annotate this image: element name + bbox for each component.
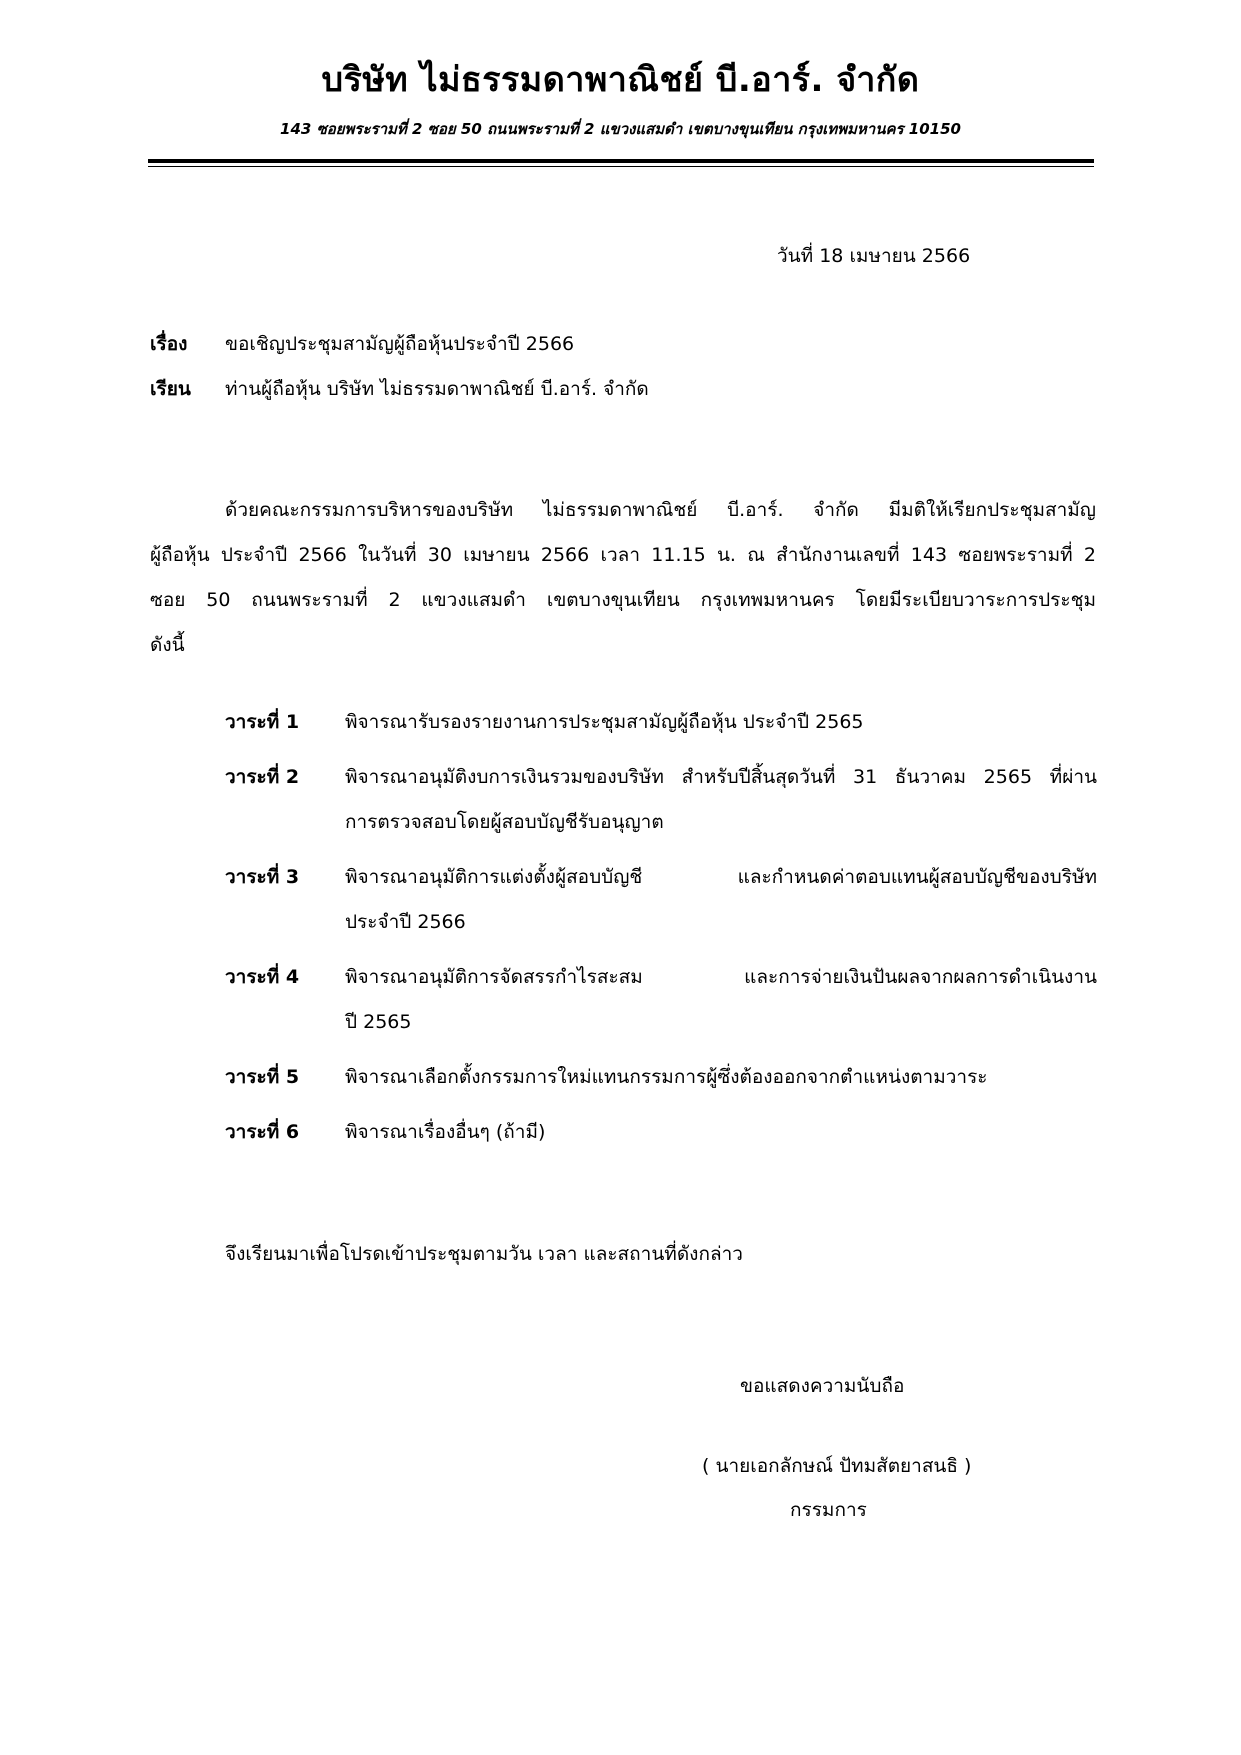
company-name: บริษัท ไม่ธรรมดาพาณิชย์ บี.อาร์. จำกัด xyxy=(321,60,920,100)
recipient-value: ท่านผู้ถือหุ้น บริษัท ไม่ธรรมดาพาณิชย์ บี.อาร์. จำกัด xyxy=(225,378,649,400)
subject-label: เรื่อง xyxy=(150,333,188,355)
agenda-label: วาระที่ 6 xyxy=(225,1121,300,1143)
complimentary-close: ขอแสดงความนับถือ xyxy=(740,1375,905,1397)
agenda-text: พิจารณาอนุมัติการแต่งตั้งผู้สอบบัญชี และกำหนดค่าตอบแทนผู้สอบบัญชีของบริษัท xyxy=(345,866,1097,888)
body-paragraph-line: ดังนี้ xyxy=(150,634,185,656)
agenda-text: พิจารณาอนุมัติงบการเงินรวมของบริษัท สำหรับปีสิ้นสุดวันที่ 31 ธันวาคม 2565 ที่ผ่าน xyxy=(345,766,1097,788)
agenda-text: ปี 2565 xyxy=(345,1011,412,1033)
agenda-text: การตรวจสอบโดยผู้สอบบัญชีรับอนุญาต xyxy=(345,811,664,833)
signer-title: กรรมการ xyxy=(790,1499,867,1521)
body-paragraph-line: ด้วยคณะกรรมการบริหารของบริษัท ไม่ธรรมดาพาณิชย์ บี.อาร์. จำกัด มีมติให้เรียกประชุมสามัญ xyxy=(225,499,1096,521)
letterhead-divider-thin xyxy=(148,166,1094,167)
agenda-label: วาระที่ 2 xyxy=(225,766,300,788)
agenda-text: พิจารณาเลือกตั้งกรรมการใหม่แทนกรรมการผู้ซึ่งต้องออกจากตำแหน่งตามวาระ xyxy=(345,1066,988,1088)
subject-value: ขอเชิญประชุมสามัญผู้ถือหุ้นประจำปี 2566 xyxy=(225,333,575,355)
body-paragraph xyxy=(150,488,1096,668)
agenda-text: พิจารณารับรองรายงานการประชุมสามัญผู้ถือหุ้น ประจำปี 2565 xyxy=(345,711,864,733)
company-address: 143 ซอยพระรามที่ 2 ซอย 50 ถนนพระรามที่ 2 แขวงแสมดำ เขตบางขุนเทียน กรุงเทพมหานคร 10150 xyxy=(280,120,961,138)
agenda-label: วาระที่ 3 xyxy=(225,866,300,888)
letter-date: วันที่ 18 เมษายน 2566 xyxy=(777,245,971,267)
closing-sentence: จึงเรียนมาเพื่อโปรดเข้าประชุมตามวัน เวลา และสถานที่ดังกล่าว xyxy=(225,1243,743,1265)
letterhead-divider-thick xyxy=(148,159,1094,163)
agenda-label: วาระที่ 1 xyxy=(225,711,300,733)
agenda-label: วาระที่ 4 xyxy=(225,966,300,988)
agenda-label: วาระที่ 5 xyxy=(225,1066,300,1088)
body-paragraph-line: ซอย 50 ถนนพระรามที่ 2 แขวงแสมดำ เขตบางขุนเทียน กรุงเทพมหานคร โดยมีระเบียบวาระการประชุม xyxy=(150,589,1096,611)
body-paragraph-line: ผู้ถือหุ้น ประจำปี 2566 ในวันที่ 30 เมษายน 2566 เวลา 11.15 น. ณ สำนักงานเลขที่ 143 ซอยพระรามที่ 2 xyxy=(150,544,1096,566)
agenda-text: พิจารณาเรื่องอื่นๆ (ถ้ามี) xyxy=(345,1121,546,1143)
signer-name: ( นายเอกลักษณ์ ปัทมสัตยาสนธิ ) xyxy=(702,1455,972,1477)
agenda-text: พิจารณาอนุมัติการจัดสรรกำไรสะสม และการจ่ายเงินปันผลจากผลการดำเนินงาน xyxy=(345,966,1097,988)
recipient-label: เรียน xyxy=(150,378,191,400)
agenda-text: ประจำปี 2566 xyxy=(345,911,466,933)
